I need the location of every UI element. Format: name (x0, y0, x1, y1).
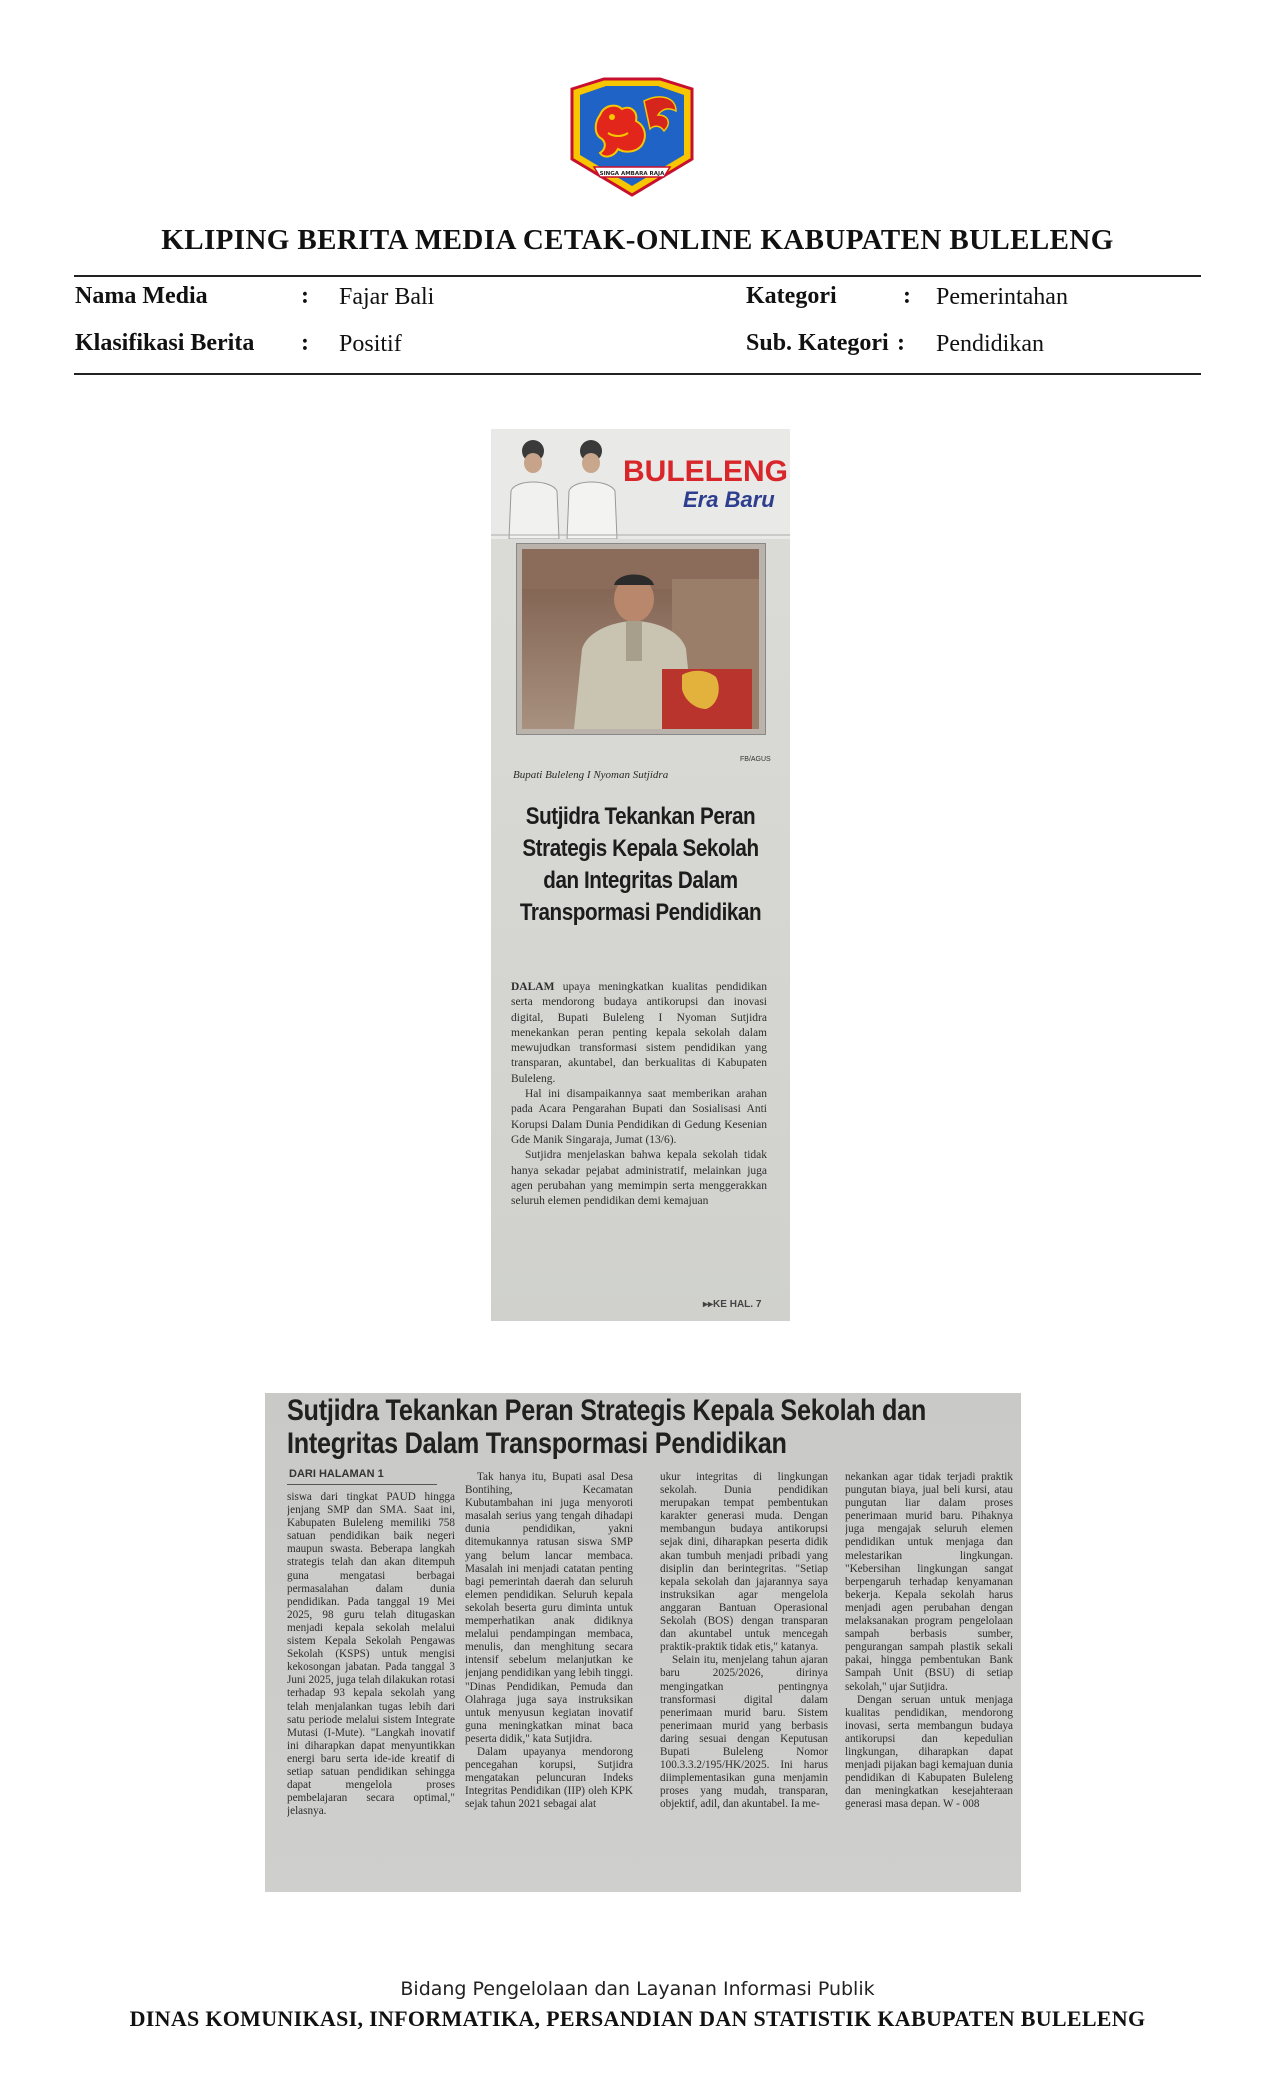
meta-media-value: Fajar Bali (339, 284, 435, 310)
meta-kategori-value: Pemerintahan (936, 284, 1068, 310)
meta-kategori-label: Kategori (746, 283, 837, 309)
paragraph (511, 980, 767, 1087)
article-column-3 (660, 1471, 828, 1889)
paragraph: nekankan agar tidak terjadi praktik pungutan biaya, jual beli kursi, atau pungutan liar dalam proses penerimaan murid baru. Pihaknya juga mengajak seluruh elemen pendidikan untuk menjaga dan melestarikan lingkungan. "Kebersihan lingkungan sangat berpengaruh terhadap kenyamanan bekerja. Kepala sekolah harus menjadi agen perubahan dengan melaksanakan program pengelolaan sampah berbasis sumber, pengurangan sampah plastik sekali pakai, hingga pembentukan Bank Sampah Unit (BSU) di setiap sekolah," ujar Sutjidra. (845, 1471, 1013, 1693)
officials-portrait-illustration (491, 429, 790, 539)
article-column-2 (465, 1471, 633, 1889)
meta-colon: : (897, 330, 905, 356)
footer-agency: DINAS KOMUNIKASI, INFORMATIKA, PERSANDIAN DAN STATISTIK KABUPATEN BULELENG (129, 2006, 1146, 2031)
news-photo-frame (516, 543, 766, 735)
paragraph: Dalam upayanya mendorong pencegahan korupsi, Sutjidra mengatakan peluncuran Indeks Integritas Pendidikan (IIP) oleh KPK sejak tahun 2021 sebagai alat (465, 1745, 633, 1811)
news-clipping-front (491, 429, 790, 1321)
paragraph: siswa dari tingkat PAUD hingga jenjang SMP dan SMA. Saat ini, Kabupaten Buleleng memiliki 758 satuan pendidikan baik negeri maupun swasta. Beberapa langkah strategis telah dan akan ditempuh guna mengatasi berbagai permasalahan dalam dunia pendidikan. Pada tanggal 19 Mei 2025, 98 guru telah ditugaskan menjadi kepala sekolah melalui sistem Kepala Sekolah Pengawas Sekolah (KSPS) untuk mengisi kekosongan jabatan. Pada tanggal 3 Juni 2025, juga telah dilakukan rotasi terhadap 93 kepala sekolah yang telah menjalankan tugas lebih dari satu periode melalui sistem Integrate Mutasi (I-Mute). "Langkah inovatif ini diharapkan dapat menyuntikkan energi baru serta ide-ide kreatif di setiap satuan pendidikan sehingga dapat mengelola proses pembelajaran secara optimal," jelasnya. (287, 1491, 455, 1818)
paragraph: ukur integritas di lingkungan sekolah. Dunia pendidikan merupakan tempat pembentukan karakter generasi muda. Dengan membangun budaya antikorupsi sejak dini, diharapkan peserta didik akan tumbuh menjadi pribadi yang disiplin dan berintegritas. "Setiap kepala sekolah dan jajarannya saya instruksikan agar mengelola anggaran Bantuan Operasional Sekolah (BOS) dengan transparan dan akuntabel untuk mencegah praktik-praktik tidak etis," katanya. (660, 1471, 828, 1654)
logo-motto: SINGA AMBARA RAJA (599, 171, 665, 177)
meta-subkategori-label: Sub. Kategori (746, 330, 889, 356)
meta-label: Nama Media (75, 283, 208, 309)
paragraph: Hal ini disampaikannya saat memberikan arahan pada Acara Pengarahan Bupati dan Sosialisasi Anti Korupsi Dalam Dunia Pendidikan di Gedung Kesenian Gde Manik Singaraja, Jumat (13/6). (511, 1088, 767, 1146)
meta-colon: : (903, 283, 911, 309)
meta-media-label (75, 283, 208, 310)
clipping-banner (491, 429, 790, 539)
lead-word: DALAM (511, 981, 555, 993)
article-headline: Sutjidra Tekankan Peran Strategis Kepala Sekolah dan Integritas Dalam Transpormasi Pendidikan (519, 803, 762, 926)
paragraph: Dengan seruan untuk menjaga kualitas pendidikan, mendorong inovasi, serta membangun budaya antikorupsi dan kepedulian lingkungan, diharapkan dapat menjadi pijakan bagi kemajuan dunia pendidikan di Kabupaten Buleleng dan meningkatkan kesejahteraan generasi masa depan. W - 008 (845, 1693, 1013, 1811)
continuation-headline: Sutjidra Tekankan Peran Strategis Kepala Sekolah dan Integritas Dalam Transpormasi Pendidikan (287, 1394, 927, 1460)
kicker-underline (287, 1484, 437, 1485)
header-rule-top (74, 275, 1201, 277)
meta-colon: : (301, 283, 309, 309)
speaker-at-podium-photo (522, 549, 759, 729)
news-clipping-continuation (265, 1393, 1021, 1892)
article-body (511, 980, 767, 1209)
banner-subtitle: Era Baru (683, 487, 775, 512)
paragraph-text: upaya meningkatkan kualitas pendidikan serta mendorong budaya antikorupsi dan inovasi digital, Bupati Buleleng I Nyoman Sutjidra menekankan peran penting kepala sekolah dalam mewujudkan transformasi sistem pendidikan yang transparan, akuntabel, dan berkualitas di Kabupaten Buleleng. (511, 981, 767, 1085)
page-title: KLIPING BERITA MEDIA CETAK-ONLINE KABUPATEN BULELENG (161, 224, 1114, 256)
article-column-1 (287, 1491, 455, 1889)
paragraph: Selain itu, menjelang tahun ajaran baru 2025/2026, dirinya mengingatkan pentingnya transformasi digital dalam penerimaan murid baru. Sistem penerimaan murid yang berbasis daring sesuai dengan Keputusan Bupati Buleleng Nomor 100.3.3.2/195/HK/2025. Ini harus diimplementasikan guna menjamin proses yang mudah, transparan, objektif, adil, dan akuntabel. Ia me- (660, 1654, 828, 1811)
meta-colon: : (301, 330, 309, 356)
header-rule-bottom (74, 373, 1201, 375)
footer-division: Bidang Pengelolaan dan Layanan Informasi Publik (400, 1978, 875, 2000)
continued-from-label: DARI HALAMAN 1 (289, 1468, 384, 1480)
paragraph: Tak hanya itu, Bupati asal Desa Bontihing, Kecamatan Kubutambahan ini juga menyoroti masalah serius yang tengah dihadapi dunia pendidikan, yakni ditemukannya ratusan siswa SMP yang belum lancar membaca. Masalah ini menjadi catatan penting bagi pemerintah daerah dan seluruh elemen pendidikan. Seluruh kepala sekolah beserta guru diminta untuk memperhatikan anak didiknya melalui pendampingan membaca, menulis, dan menghitung secara intensif sebelum melanjutkan ke jenjang pendidikan yang lebih tinggi. "Dinas Pendidikan, Pemuda dan Olahraga juga saya instruksikan untuk menyusun kegiatan inovatif guna meningkatkan minat baca peserta didik," kata Sutjidra. (465, 1471, 633, 1745)
photo-caption: Bupati Buleleng I Nyoman Sutjidra (513, 769, 669, 781)
continued-label: KE HAL. 7 (713, 1299, 762, 1310)
news-photo (522, 549, 759, 729)
meta-klasifikasi-label: Klasifikasi Berita (75, 330, 255, 356)
continued-on-page: ▸▸KE HAL. 7 (703, 1299, 762, 1310)
article-column-4 (845, 1471, 1013, 1889)
photo-credit: FB/AGUS (740, 756, 771, 763)
banner-title: BULELENG (623, 455, 788, 488)
meta-subkategori-value: Pendidikan (936, 331, 1044, 357)
buleleng-regency-logo (564, 75, 700, 199)
winged-lion-emblem-icon (564, 75, 700, 199)
paragraph: Sutjidra menjelaskan bahwa kepala sekolah tidak hanya sekadar pejabat administratif, melainkan juga agen perubahan yang memimpin serta menggerakkan seluruh elemen pendidikan demi kemajuan (511, 1149, 767, 1208)
meta-klasifikasi-value: Positif (339, 331, 402, 357)
